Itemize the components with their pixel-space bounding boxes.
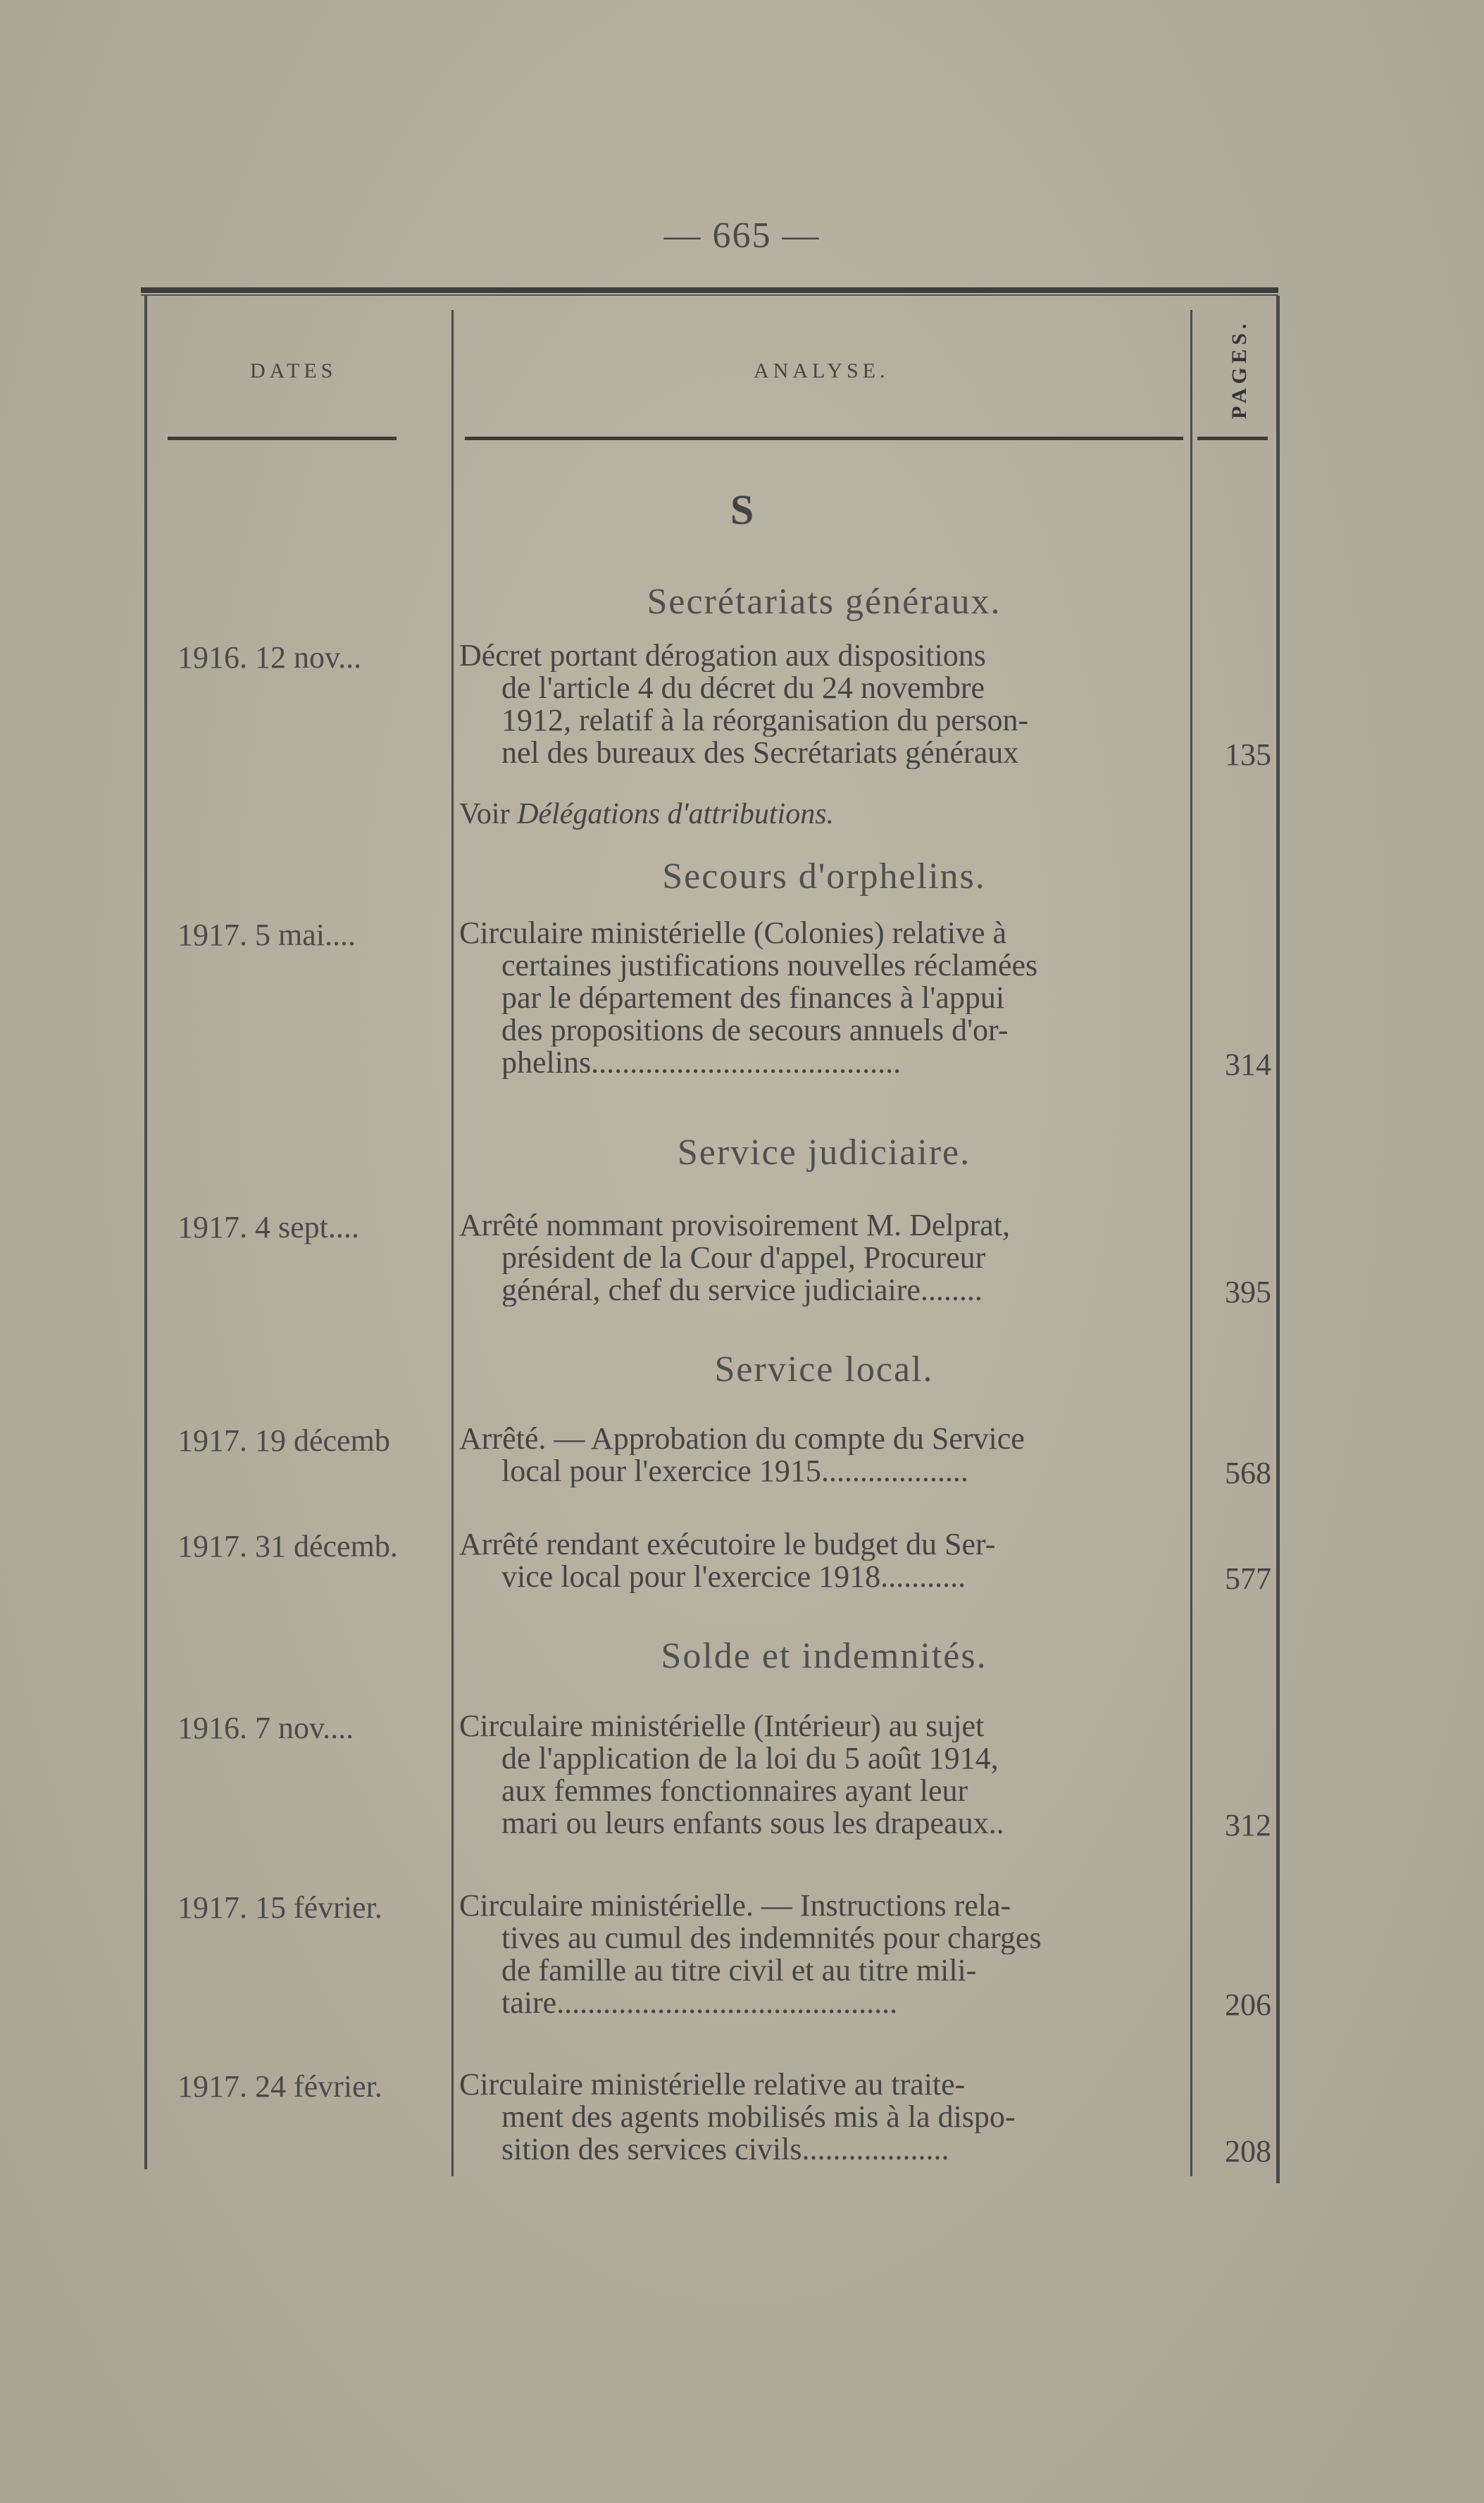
- entry-page: 568: [1225, 1456, 1271, 1490]
- see-also-reference: Délégations d'attributions.: [517, 798, 835, 830]
- analysis-line: Circulaire ministérielle (Colonies) relative à: [459, 917, 1007, 949]
- section-heading: Service judiciaire.: [677, 1132, 971, 1173]
- entry-analysis: [459, 2068, 1185, 2166]
- analysis-line: de famille au titre civil et au titre mili-: [501, 1954, 977, 1987]
- entry-analysis: [459, 1528, 1185, 1593]
- analysis-line: phelins........................................: [501, 1047, 902, 1079]
- section-heading: Secrétariats généraux.: [647, 582, 1002, 622]
- analysis-line: ment des agents mobilisés mis à la dispo-: [501, 2101, 1016, 2133]
- entry-analysis: [459, 917, 1185, 1079]
- entry-analysis: [459, 639, 1185, 769]
- page-number: — 665 —: [663, 216, 821, 256]
- pages-header: PAGES.: [1228, 319, 1251, 419]
- analysis-line: Circulaire ministérielle. — Instructions rela-: [459, 1890, 1011, 1922]
- analysis-line: Arrêté nommant provisoirement M. Delprat,: [459, 1209, 1011, 1242]
- entry-analysis: [459, 1209, 1185, 1306]
- analysis-line: Circulaire ministérielle relative au traite-: [459, 2068, 966, 2101]
- analysis-line: local pour l'exercice 1915...................: [501, 1455, 968, 1487]
- entry-date: 1916. 12 nov...: [177, 640, 362, 675]
- analysis-line: des propositions de secours annuels d'or-: [501, 1014, 1009, 1047]
- analysis-line: de l'article 4 du décret du 24 novembre: [501, 672, 985, 704]
- analysis-line: nel des bureaux des Secrétariats généraux: [501, 737, 1019, 769]
- analysis-line: Circulaire ministérielle (Intérieur) au sujet: [459, 1710, 985, 1742]
- entry-date: 1917. 4 sept....: [177, 1210, 359, 1244]
- analysis-line: vice local pour l'exercice 1918...........: [501, 1561, 966, 1593]
- entry-page: 312: [1225, 1808, 1271, 1842]
- right-border: [1276, 296, 1280, 2183]
- section-letter: S: [730, 487, 754, 533]
- section-heading: Service local.: [714, 1349, 934, 1390]
- analysis-line: taire............................................: [501, 1987, 898, 2019]
- entry-page: 314: [1225, 1047, 1271, 1082]
- analyse-header-rule: [465, 437, 1183, 440]
- dates-header-rule: [168, 437, 397, 440]
- analysis-line: Décret portant dérogation aux dispositions: [459, 639, 986, 672]
- see-also-prefix: Voir: [459, 798, 510, 830]
- entry-date: 1916. 7 nov....: [177, 1711, 354, 1745]
- analysis-line: aux femmes fonctionnaires ayant leur: [501, 1775, 968, 1807]
- entry-page: 208: [1225, 2134, 1271, 2168]
- analysis-line: mari ou leurs enfants sous les drapeaux..: [501, 1807, 1004, 1840]
- dates-header: DATES: [250, 359, 337, 382]
- analysis-line: Arrêté. — Approbation du compte du Service: [459, 1423, 1025, 1455]
- section-heading: Solde et indemnités.: [661, 1636, 987, 1676]
- entry-page: 395: [1225, 1275, 1271, 1309]
- entry-analysis: [459, 1890, 1185, 2019]
- see-also: [459, 797, 834, 831]
- entry-page: 206: [1225, 1987, 1271, 2022]
- analysis-line: de l'application de la loi du 5 août 1914,: [501, 1742, 999, 1775]
- pages-header-rule: [1197, 437, 1268, 440]
- left-border: [144, 296, 147, 2169]
- analysis-line: général, chef du service judiciaire........: [501, 1274, 983, 1306]
- analysis-line: certaines justifications nouvelles réclamées: [501, 949, 1038, 982]
- analysis-line: président de la Cour d'appel, Procureur: [501, 1242, 986, 1274]
- entry-analysis: [459, 1710, 1185, 1840]
- analysis-line: Arrêté rendant exécutoire le budget du Ser-: [459, 1528, 996, 1561]
- entry-date: 1917. 19 décemb: [177, 1423, 390, 1458]
- entry-analysis: [459, 1423, 1185, 1487]
- top-rule: [141, 287, 1278, 293]
- analyse-header: ANALYSE.: [754, 359, 890, 382]
- entry-page: 135: [1225, 737, 1271, 772]
- entry-page: 577: [1225, 1561, 1271, 1596]
- entry-date: 1917. 5 mai....: [177, 918, 356, 952]
- analysis-line: tives au cumul des indemnités pour charges: [501, 1922, 1042, 1954]
- entry-date: 1917. 15 février.: [177, 1890, 382, 1925]
- entry-date: 1917. 24 février.: [177, 2069, 382, 2104]
- pages-column-divider: [1190, 310, 1192, 2176]
- analysis-line: par le département des finances à l'appui: [501, 982, 1005, 1014]
- top-rule-thin: [141, 294, 1278, 296]
- section-heading: Secours d'orphelins.: [662, 856, 986, 897]
- entry-date: 1917. 31 décemb.: [177, 1529, 398, 1563]
- analysis-line: sition des services civils...................: [501, 2133, 949, 2166]
- analysis-line: 1912, relatif à la réorganisation du person-: [501, 704, 1029, 737]
